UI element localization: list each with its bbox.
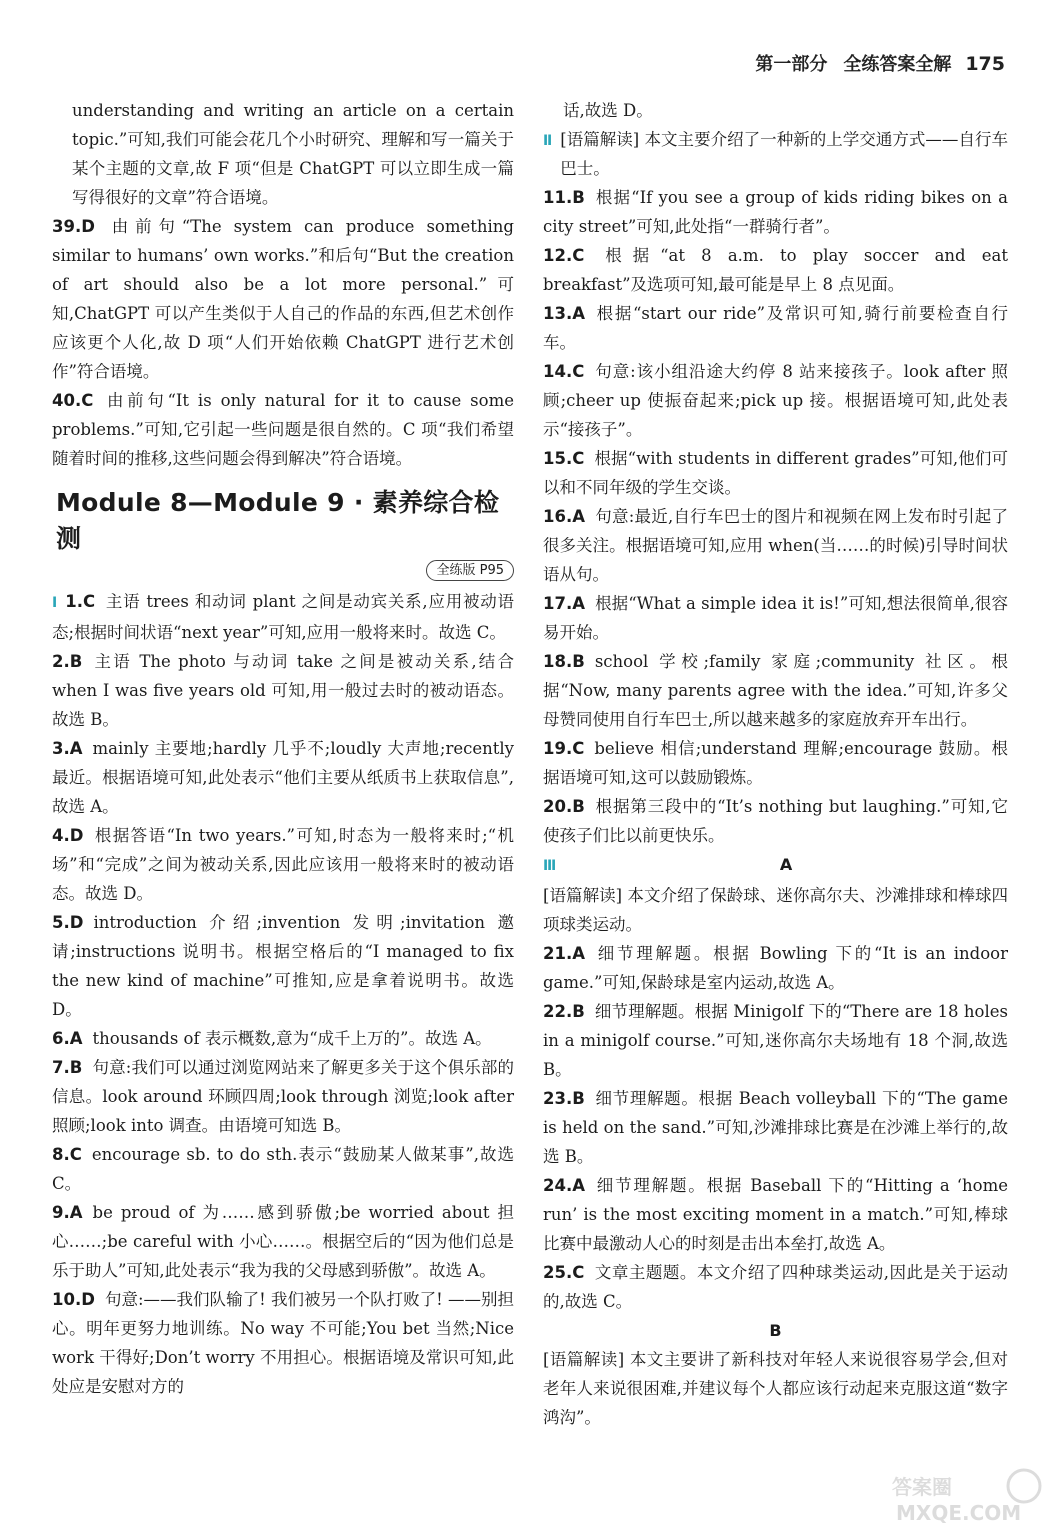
section-roman-2: Ⅱ — [543, 133, 553, 149]
answer-explanation: 细节理解题。根据 Beach volleyball 下的“The game is held on the sand.”可知,沙滩排球比赛是在沙滩上举行的,故选 B。 — [543, 1089, 1008, 1166]
continuation-text-right: 话,故选 D。 — [563, 101, 653, 120]
answer-item — [543, 357, 1008, 444]
answer-item — [543, 1258, 1008, 1316]
answer-explanation: encourage sb. to do sth.表示“鼓励某人做某事”,故选 C。 — [52, 1145, 514, 1193]
answer-number: 18.B — [543, 652, 585, 671]
answer-item — [52, 212, 514, 386]
answer-item — [52, 734, 514, 821]
answer-item — [52, 647, 514, 734]
watermark-glyphs: 答案圈 — [892, 1475, 952, 1499]
answer-item — [52, 1024, 514, 1053]
answer-explanation: mainly 主要地;hardly 几乎不;loudly 大声地;recently 最近。根据语境可知,此处表示“他们主要从纸质书上获取信息”,故选 A。 — [52, 739, 514, 816]
answer-explanation: 细节理解题。根据 Minigolf 下的“There are 18 holes in a minigolf course.”可知,迷你高尔夫场地有 18 个洞,故选 B。 — [543, 1002, 1008, 1079]
answer-number: 16.A — [543, 507, 585, 526]
answer-item — [543, 939, 1008, 997]
answer-item — [52, 386, 514, 473]
answer-explanation: 句意:最近,自行车巴士的图片和视频在网上发布时引起了很多关注。根据语境可知,应用 when(当……的时候)引导时间状语从句。 — [543, 507, 1008, 584]
answer-explanation: 细节理解题。根据 Bowling 下的“It is an indoor game.”可知,保龄球是室内运动,故选 A。 — [543, 944, 1008, 992]
answer-list-top — [52, 212, 514, 473]
answer-explanation: 文章主题题。本文介绍了四种球类运动,因此是关于运动的,故选 C。 — [543, 1263, 1008, 1311]
answer-number: 9.A — [52, 1203, 83, 1222]
section-b-label: B — [769, 1321, 782, 1340]
answer-item — [52, 1053, 514, 1140]
answer-explanation: 根据第三段中的“It’s nothing but laughing.”可知,它使孩子们比以前更快乐。 — [543, 797, 1008, 845]
answer-number: 17.A — [543, 594, 585, 613]
watermark-site: MXQE.COM — [896, 1501, 1022, 1525]
answer-number: 5.D — [52, 913, 84, 932]
answer-number: 21.A — [543, 944, 585, 963]
section-label: 第一部分 — [755, 54, 828, 75]
answer-explanation: 主语 trees 和动词 plant 之间是动宾关系,应用被动语态;根据时间状语“next year”可知,应用一般将来时。故选 C。 — [52, 592, 514, 642]
passage-a-intro: [语篇解读] 本文介绍了保龄球、迷你高尔夫、沙滩排球和棒球四项球类运动。 — [543, 886, 1008, 934]
answer-explanation: 根据“What a simple idea it is!”可知,想法很简单,很容易开始。 — [543, 594, 1008, 642]
page-number: 175 — [965, 53, 1005, 75]
subtitle-label: 全练答案全解 — [843, 54, 952, 75]
answer-item — [52, 908, 514, 1024]
watermark-logo — [884, 1466, 1054, 1526]
answer-explanation: 根据“with students in different grades”可知,他们可以和不同年级的学生交谈。 — [543, 449, 1008, 497]
answer-number: 22.B — [543, 1002, 585, 1021]
section-a-label: A — [779, 855, 793, 874]
answer-item — [543, 1171, 1008, 1258]
answer-explanation: 根据“If you see a group of kids riding bikes on a city street”可知,此处指“一群骑行者”。 — [543, 188, 1008, 236]
section-roman-3: Ⅲ — [543, 858, 557, 874]
answer-item — [543, 299, 1008, 357]
answer-item — [543, 792, 1008, 850]
answer-item — [52, 1198, 514, 1285]
answer-item — [543, 183, 1008, 241]
answer-item — [543, 502, 1008, 589]
left-column — [52, 96, 514, 1401]
answer-list-section-2 — [543, 183, 1008, 850]
answer-explanation: 根据答语“In two years.”可知,时态为一般将来时;“机场”和“完成”之间为被动关系,因此应该用一般将来时的被动语态。故选 D。 — [52, 826, 514, 903]
answer-number: 23.B — [543, 1089, 585, 1108]
answer-number: 20.B — [543, 797, 585, 816]
answer-number: 8.C — [52, 1145, 82, 1164]
page-header — [755, 50, 1005, 76]
continuation-text: understanding and writing an article on a certain topic.”可知,我们可能会花几个小时研究、理解和写一篇关于某个主题的文章,故 F 项“但是 ChatGPT 可以立即生成一篇写得很好的文章”符合语境。 — [72, 101, 514, 207]
answer-item — [543, 997, 1008, 1084]
answer-explanation: school 学校;family 家庭;community 社区。根据“Now, many parents agree with the idea.”可知,许多父母赞同使用自行车巴士,所以越来越多的家庭放弃开车出行。 — [543, 652, 1008, 729]
answer-item — [543, 241, 1008, 299]
answer-item — [543, 1084, 1008, 1171]
answer-item — [543, 647, 1008, 734]
edition-tag: 全练版 P95 — [426, 560, 514, 581]
answer-explanation: 由前句“It is only natural for it to cause some problems.”可知,它引起一些问题是很自然的。C 项“我们希望随着时间的推移,这些问题会得到解决”符合语境。 — [52, 391, 514, 468]
section-roman-1: Ⅰ — [52, 595, 58, 611]
answer-number: 3.A — [52, 739, 83, 758]
answer-explanation: 句意:我们可以通过浏览网站来了解更多关于这个俱乐部的信息。look around 环顾四周;look through 浏览;look after 照顾;look into 调查。由语境可知选 B。 — [52, 1058, 514, 1135]
answer-explanation: introduction 介绍;invention 发明;invitation 邀请;instructions 说明书。根据空格后的“I managed to fix the new kind of machine”可推知,应是拿着说明书。故选 D。 — [52, 913, 514, 1019]
answer-number: 10.D — [52, 1290, 95, 1309]
answer-explanation: 细节理解题。根据 Baseball 下的“Hitting a ‘home run’ is the most exciting moment in a match.”可知,棒球比赛中最激动人心的时刻是击出本垒打,故选 A。 — [543, 1176, 1008, 1253]
answer-number: 15.C — [543, 449, 585, 468]
answer-number: 39.D — [52, 217, 95, 236]
answer-explanation: be proud of 为……感到骄傲;be worried about 担心……;be careful with 小心……。根据空后的“因为他们总是乐于助人”可知,此处表示“我为我的父母感到骄傲”。故选 A。 — [52, 1203, 514, 1280]
answer-number: 11.B — [543, 188, 585, 207]
answer-item — [52, 821, 514, 908]
answer-explanation: thousands of 表示概数,意为“成千上万的”。故选 A。 — [92, 1029, 492, 1048]
answer-number: 13.A — [543, 304, 585, 323]
answer-item — [52, 1285, 514, 1401]
watermark-circle — [1008, 1470, 1040, 1502]
answer-list-section-3a — [543, 939, 1008, 1316]
module-heading: Module 8—Module 9 · 素养综合检测 — [56, 488, 500, 553]
answer-number: 7.B — [52, 1058, 83, 1077]
answer-explanation: 句意:——我们队输了! 我们被另一个队打败了! ——别担心。明年更努力地训练。No way 不可能;You bet 当然;Nice work 干得好;Don’t worry 不用担心。根据语境及常识可知,此处应是安慰对方的 — [52, 1290, 514, 1396]
answer-number: 40.C — [52, 391, 94, 410]
answer-explanation: believe 相信;understand 理解;encourage 鼓励。根据语境可知,这可以鼓励锻炼。 — [543, 739, 1008, 787]
answer-item — [543, 444, 1008, 502]
answer-explanation: 句意:该小组沿途大约停 8 站来接孩子。look after 照顾;cheer up 使振奋起来;pick up 接。根据语境可知,此处表示“接孩子”。 — [543, 362, 1008, 439]
answer-number: 19.C — [543, 739, 585, 758]
answer-number: 6.A — [52, 1029, 83, 1048]
answer-item — [543, 589, 1008, 647]
answer-item — [543, 734, 1008, 792]
answer-number: 12.C — [543, 246, 585, 265]
answer-list-section-1 — [52, 587, 514, 1401]
passage-b-intro: [语篇解读] 本文主要讲了新科技对年轻人来说很容易学会,但对老年人来说很困难,并建议每个人都应该行动起来克服这道“数字鸿沟”。 — [543, 1350, 1008, 1427]
passage-intro-2 — [543, 125, 1008, 183]
answer-explanation: 根据“at 8 a.m. to play soccer and eat breakfast”及选项可知,最可能是早上 8 点见面。 — [543, 246, 1008, 294]
answer-explanation: 主语 The photo 与动词 take 之间是被动关系,结合 when I was five years old 可知,用一般过去时的被动语态。故选 B。 — [52, 652, 514, 729]
answer-item — [52, 1140, 514, 1198]
answer-explanation: 由前句“The system can produce something similar to humans’ own works.”和后句“But the creation of art should also be a lot more personal.”可知,ChatGPT 可以产生类似于人自己的作品的东西,但艺术创作应该更个人化,故 D 项“人们开始依赖 ChatGPT 进行艺术创作”符合语境。 — [52, 217, 514, 381]
passage-intro-text: [语篇解读] 本文主要介绍了一种新的上学交通方式——自行车巴士。 — [560, 130, 1008, 178]
answer-item — [52, 587, 514, 647]
answer-number: 1.C — [65, 592, 96, 611]
section-3-header — [543, 850, 1008, 881]
answer-number: 2.B — [52, 652, 83, 671]
answer-number: 25.C — [543, 1263, 585, 1282]
answer-number: 14.C — [543, 362, 585, 381]
answer-number: 4.D — [52, 826, 84, 845]
answer-explanation: 根据“start our ride”及常识可知,骑行前要检查自行车。 — [543, 304, 1008, 352]
right-column — [543, 96, 1008, 1432]
answer-number: 24.A — [543, 1176, 585, 1195]
